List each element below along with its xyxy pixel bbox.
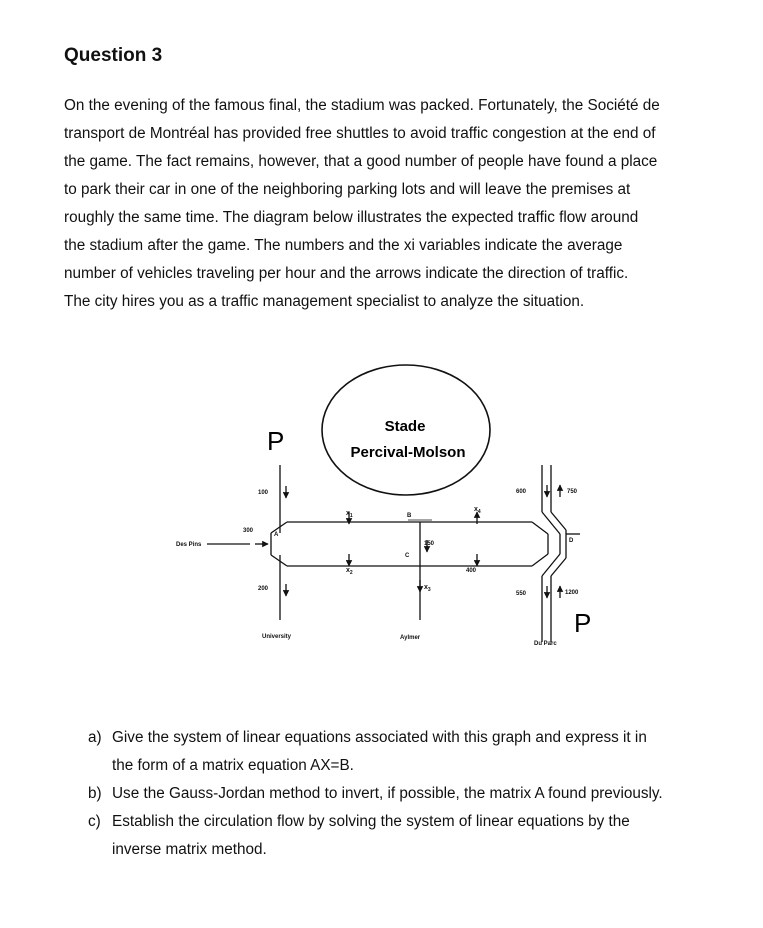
flow-arrows: [255, 485, 560, 598]
question-title: Question 3: [64, 45, 163, 66]
stadium-name-line2: Percival-Molson: [350, 444, 466, 461]
node-d-label: D: [569, 538, 574, 544]
parking-right-label: P: [574, 608, 592, 638]
statement-line: the stadium after the game. The numbers and the xi variables indicate the average: [64, 237, 623, 254]
var-x1-label: $x_1$: [346, 510, 353, 519]
street-label-university: University: [262, 634, 292, 640]
var-x4-label: $x_4$: [474, 506, 481, 515]
item-label: c): [88, 813, 101, 830]
item-text-line: Give the system of linear equations associated with this graph and express it in: [112, 729, 647, 746]
node-a-label: A: [274, 532, 279, 538]
var-x2-label: $x_2$: [346, 567, 353, 576]
item-text-line: Use the Gauss-Jordan method to invert, if possible, the matrix A found previously.: [112, 785, 663, 802]
list-item: [88, 724, 708, 780]
item-text-line: Establish the circulation flow by solving the system of linear equations by the: [112, 813, 630, 830]
node-c-label: C: [405, 553, 410, 559]
flow-label-600: 600: [516, 489, 527, 495]
parking-left-label: P: [267, 426, 285, 456]
flow-label-150: 150: [424, 541, 435, 547]
street-label-des-pins: Des Pins: [176, 542, 202, 548]
flow-label-200: 200: [258, 586, 269, 592]
var-x3-label: $x_3$: [424, 584, 431, 593]
item-text-line: the form of a matrix equation AX=B.: [112, 757, 354, 774]
item-label: b): [88, 785, 102, 802]
flow-label-100: 100: [258, 490, 269, 496]
statement-line: the game. The fact remains, however, that a good number of people have found a place: [64, 153, 658, 170]
list-item: [88, 808, 708, 864]
item-label: a): [88, 729, 102, 746]
statement-line: transport de Montréal has provided free shuttles to avoid traffic congestion at the end of: [64, 125, 656, 142]
flow-label-750: 750: [567, 489, 578, 495]
question-list: [88, 724, 708, 864]
statement-line: On the evening of the famous final, the stadium was packed. Fortunately, the Société de: [64, 97, 660, 114]
item-text-line: inverse matrix method.: [112, 841, 267, 858]
statement-line: to park their car in one of the neighboring parking lots and will leave the premises at: [64, 181, 631, 198]
list-item: [88, 780, 708, 808]
flow-label-300: 300: [243, 528, 254, 534]
street-label-aylmer: Aylmer: [400, 635, 421, 641]
flow-label-550: 550: [516, 591, 527, 597]
street-label-du-parc: Du Parc: [534, 641, 557, 647]
stadium-name-line1: Stade: [384, 418, 426, 435]
flow-label-400: 400: [466, 568, 477, 574]
flow-label-1200: 1200: [565, 590, 579, 596]
statement-line: The city hires you as a traffic management specialist to analyze the situation.: [64, 293, 585, 310]
node-b-label: B: [407, 513, 412, 519]
statement-line: roughly the same time. The diagram below illustrates the expected traffic flow around: [64, 209, 639, 226]
statement-line: number of vehicles traveling per hour and the arrows indicate the direction of traffic.: [64, 265, 629, 282]
